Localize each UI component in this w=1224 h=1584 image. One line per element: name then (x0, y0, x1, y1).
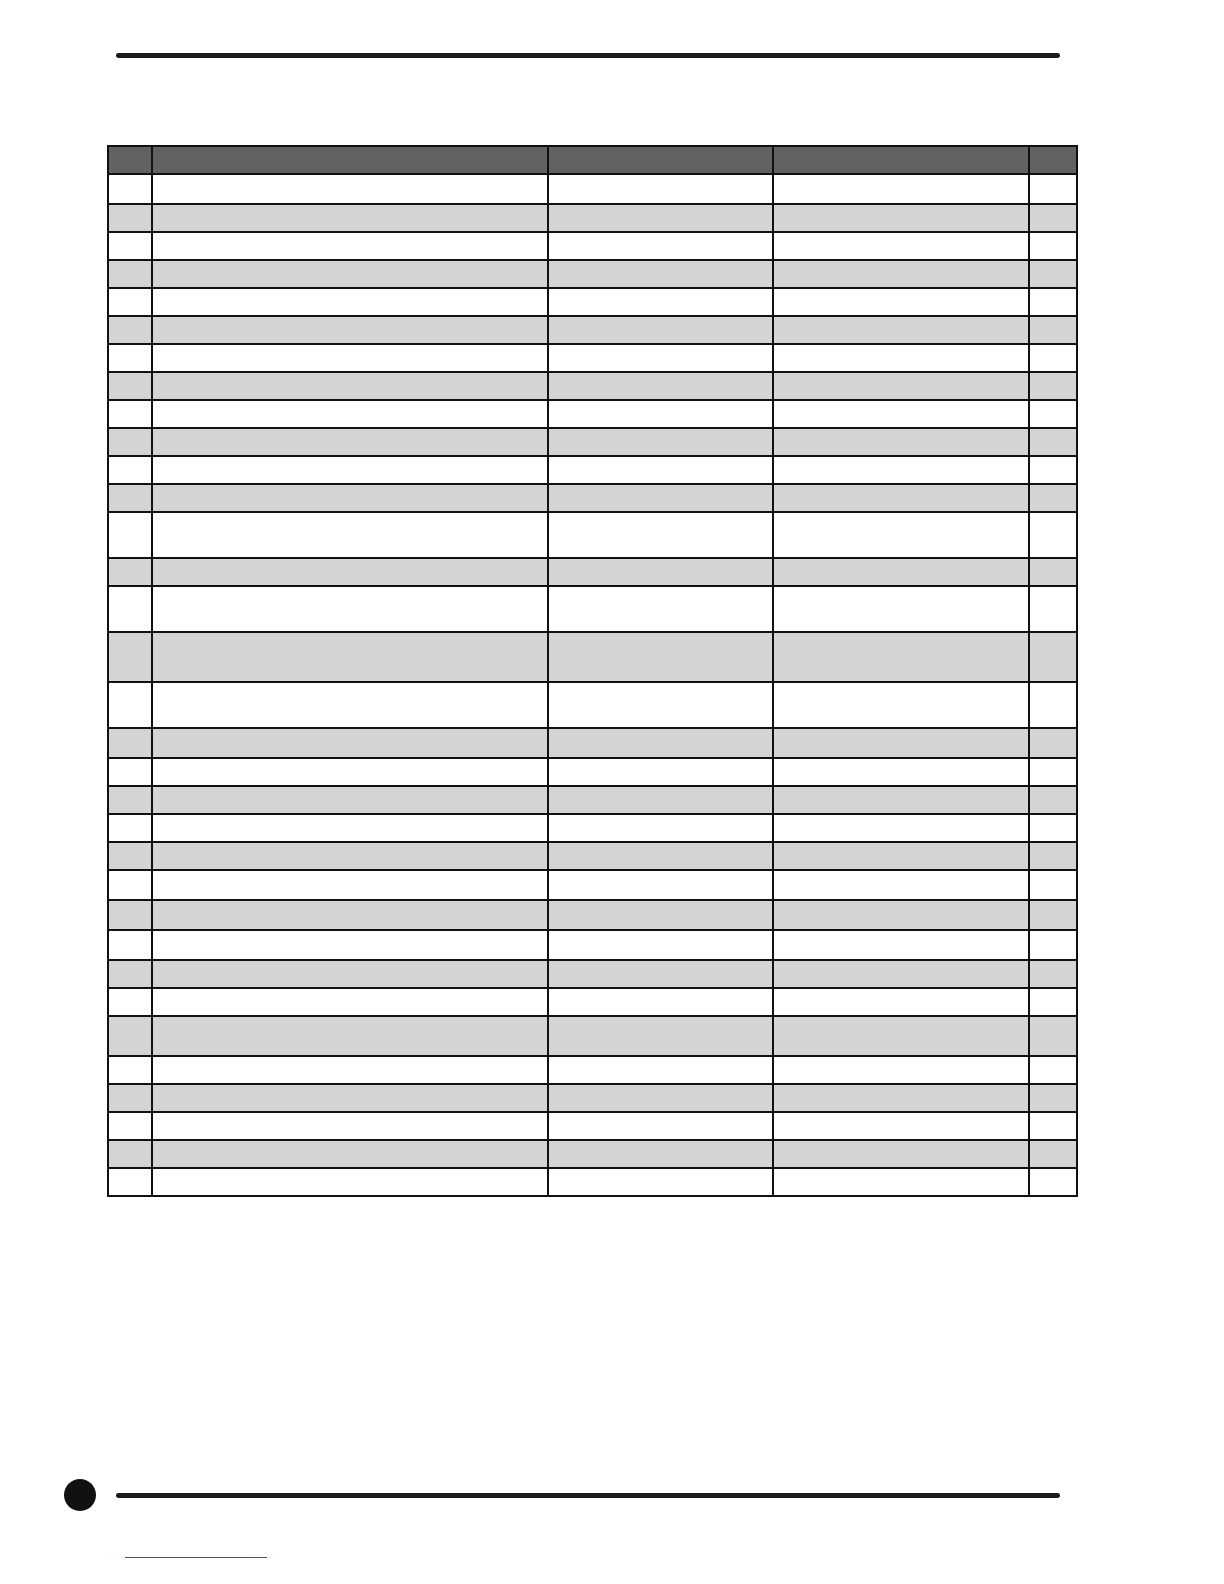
table-row (108, 960, 1077, 988)
table-cell (1029, 728, 1077, 758)
table-row (108, 1084, 1077, 1112)
table-cell (152, 400, 548, 428)
table-cell (773, 1168, 1029, 1196)
table-cell (152, 204, 548, 232)
table-cell (773, 814, 1029, 842)
table-cell (152, 232, 548, 260)
table-cell (108, 728, 152, 758)
table-row (108, 456, 1077, 484)
table-row (108, 512, 1077, 558)
table-row (108, 1140, 1077, 1168)
table-cell (1029, 900, 1077, 930)
table-cell (773, 682, 1029, 728)
table-cell (773, 372, 1029, 400)
table-cell (1029, 232, 1077, 260)
table-row (108, 586, 1077, 632)
table-cell (1029, 1168, 1077, 1196)
table-cell (152, 1168, 548, 1196)
table-cell (152, 1140, 548, 1168)
table-row (108, 758, 1077, 786)
table-cell (108, 484, 152, 512)
table-cell (548, 900, 773, 930)
table-row (108, 1112, 1077, 1140)
table-row (108, 484, 1077, 512)
table-cell (773, 1016, 1029, 1056)
table-cell (152, 842, 548, 870)
table-cell (152, 484, 548, 512)
table-row (108, 174, 1077, 204)
column-header (548, 146, 773, 174)
table-cell (108, 988, 152, 1016)
table-cell (108, 960, 152, 988)
table-cell (1029, 484, 1077, 512)
column-header (1029, 146, 1077, 174)
table-cell (108, 316, 152, 344)
table-cell (1029, 682, 1077, 728)
table-row (108, 870, 1077, 900)
table-cell (773, 260, 1029, 288)
table-row (108, 260, 1077, 288)
table-cell (773, 558, 1029, 586)
table-cell (1029, 870, 1077, 900)
table-cell (548, 344, 773, 372)
table-cell (152, 900, 548, 930)
table-cell (108, 232, 152, 260)
table-cell (152, 586, 548, 632)
table-cell (1029, 988, 1077, 1016)
table-cell (773, 930, 1029, 960)
table-cell (773, 988, 1029, 1016)
table-cell (773, 900, 1029, 930)
table-cell (108, 1084, 152, 1112)
table-row (108, 316, 1077, 344)
table-cell (108, 400, 152, 428)
table-cell (548, 174, 773, 204)
table-cell (108, 1016, 152, 1056)
table-row (108, 1016, 1077, 1056)
table-cell (548, 1140, 773, 1168)
table-cell (108, 842, 152, 870)
table-cell (152, 1084, 548, 1112)
table-row (108, 1056, 1077, 1084)
table-cell (548, 988, 773, 1016)
table-cell (548, 870, 773, 900)
table-row (108, 728, 1077, 758)
table-cell (108, 428, 152, 456)
table-cell (1029, 1112, 1077, 1140)
table-cell (773, 344, 1029, 372)
table-cell (773, 1112, 1029, 1140)
table-cell (548, 372, 773, 400)
table-row (108, 842, 1077, 870)
table-cell (548, 204, 773, 232)
table-cell (1029, 814, 1077, 842)
table-cell (1029, 456, 1077, 484)
table-cell (152, 682, 548, 728)
table-cell (548, 930, 773, 960)
table-cell (108, 870, 152, 900)
top-rule (116, 53, 1060, 58)
table-cell (108, 456, 152, 484)
table-cell (773, 316, 1029, 344)
table-cell (1029, 586, 1077, 632)
table-cell (108, 1112, 152, 1140)
parts-table (107, 145, 1078, 1197)
table-cell (108, 260, 152, 288)
table-cell (152, 428, 548, 456)
table-cell (1029, 428, 1077, 456)
table-cell (152, 1112, 548, 1140)
table-cell (1029, 344, 1077, 372)
table-cell (1029, 1056, 1077, 1084)
table-cell (1029, 632, 1077, 682)
table-cell (152, 632, 548, 682)
table-row (108, 232, 1077, 260)
table-cell (108, 174, 152, 204)
table-cell (108, 344, 152, 372)
table-row (108, 786, 1077, 814)
table-row (108, 930, 1077, 960)
table-cell (773, 204, 1029, 232)
table-cell (152, 960, 548, 988)
table-cell (548, 1112, 773, 1140)
table-cell (108, 682, 152, 728)
table-cell (548, 558, 773, 586)
table-cell (773, 288, 1029, 316)
table-cell (1029, 204, 1077, 232)
table-cell (108, 900, 152, 930)
table-cell (1029, 400, 1077, 428)
table-cell (548, 512, 773, 558)
table-cell (108, 1168, 152, 1196)
table-cell (152, 728, 548, 758)
table-cell (108, 558, 152, 586)
table-cell (773, 1056, 1029, 1084)
table-row (108, 988, 1077, 1016)
table-row (108, 900, 1077, 930)
table-cell (773, 1140, 1029, 1168)
table-cell (548, 786, 773, 814)
table-cell (1029, 1016, 1077, 1056)
table-cell (108, 786, 152, 814)
table-cell (548, 814, 773, 842)
table-cell (1029, 372, 1077, 400)
table-cell (548, 682, 773, 728)
table-cell (773, 632, 1029, 682)
table-cell (773, 728, 1029, 758)
table-cell (152, 814, 548, 842)
table-row (108, 558, 1077, 586)
table-cell (548, 232, 773, 260)
table-row (108, 428, 1077, 456)
table-cell (108, 1056, 152, 1084)
table-row (108, 632, 1077, 682)
table-cell (152, 930, 548, 960)
table-cell (773, 586, 1029, 632)
table-cell (152, 288, 548, 316)
table-cell (773, 1084, 1029, 1112)
table-cell (548, 260, 773, 288)
table-cell (548, 586, 773, 632)
table-cell (773, 512, 1029, 558)
table-cell (152, 1056, 548, 1084)
table-header-row (108, 146, 1077, 174)
table-cell (1029, 260, 1077, 288)
table-cell (1029, 288, 1077, 316)
table-row (108, 1168, 1077, 1196)
table-cell (152, 558, 548, 586)
table-cell (1029, 316, 1077, 344)
table-cell (548, 632, 773, 682)
table-cell (152, 1016, 548, 1056)
table-cell (108, 814, 152, 842)
table-row (108, 400, 1077, 428)
column-header (773, 146, 1029, 174)
table-cell (1029, 842, 1077, 870)
table-cell (773, 870, 1029, 900)
table-cell (548, 758, 773, 786)
table-cell (108, 204, 152, 232)
table-cell (152, 344, 548, 372)
table-cell (548, 484, 773, 512)
table-cell (548, 316, 773, 344)
table-cell (1029, 174, 1077, 204)
table-cell (1029, 1140, 1077, 1168)
table-cell (773, 786, 1029, 814)
table-cell (108, 512, 152, 558)
table-cell (152, 260, 548, 288)
table-cell (152, 456, 548, 484)
table-cell (773, 232, 1029, 260)
table-cell (548, 1084, 773, 1112)
table-cell (108, 632, 152, 682)
table-cell (1029, 1084, 1077, 1112)
table-cell (108, 930, 152, 960)
page-number-badge (64, 1479, 96, 1511)
table-cell (152, 870, 548, 900)
table-cell (1029, 512, 1077, 558)
table-cell (773, 758, 1029, 786)
table-cell (548, 1168, 773, 1196)
column-header (152, 146, 548, 174)
footer-link-underline[interactable] (125, 1557, 267, 1558)
table-cell (548, 728, 773, 758)
table-cell (152, 174, 548, 204)
table-cell (108, 758, 152, 786)
table-cell (1029, 786, 1077, 814)
table-cell (1029, 558, 1077, 586)
table-cell (548, 428, 773, 456)
table-row (108, 814, 1077, 842)
table-cell (108, 586, 152, 632)
table-row (108, 372, 1077, 400)
table-cell (1029, 930, 1077, 960)
table-cell (108, 1140, 152, 1168)
table-cell (773, 428, 1029, 456)
table-cell (548, 842, 773, 870)
table-cell (773, 456, 1029, 484)
table-row (108, 344, 1077, 372)
table-cell (773, 960, 1029, 988)
table-cell (152, 988, 548, 1016)
table-cell (773, 484, 1029, 512)
table-cell (548, 456, 773, 484)
table-cell (548, 1016, 773, 1056)
table-cell (548, 960, 773, 988)
table-cell (152, 758, 548, 786)
table-cell (548, 288, 773, 316)
table-cell (152, 372, 548, 400)
table-cell (773, 400, 1029, 428)
table-cell (108, 288, 152, 316)
table-cell (108, 372, 152, 400)
table-cell (773, 174, 1029, 204)
table-cell (1029, 758, 1077, 786)
table-cell (1029, 960, 1077, 988)
table-row (108, 204, 1077, 232)
table-cell (152, 316, 548, 344)
table-cell (773, 842, 1029, 870)
column-header (108, 146, 152, 174)
table-cell (548, 1056, 773, 1084)
bottom-rule (116, 1493, 1060, 1498)
table-row (108, 288, 1077, 316)
table-cell (152, 512, 548, 558)
table-row (108, 682, 1077, 728)
table-cell (548, 400, 773, 428)
table-cell (152, 786, 548, 814)
